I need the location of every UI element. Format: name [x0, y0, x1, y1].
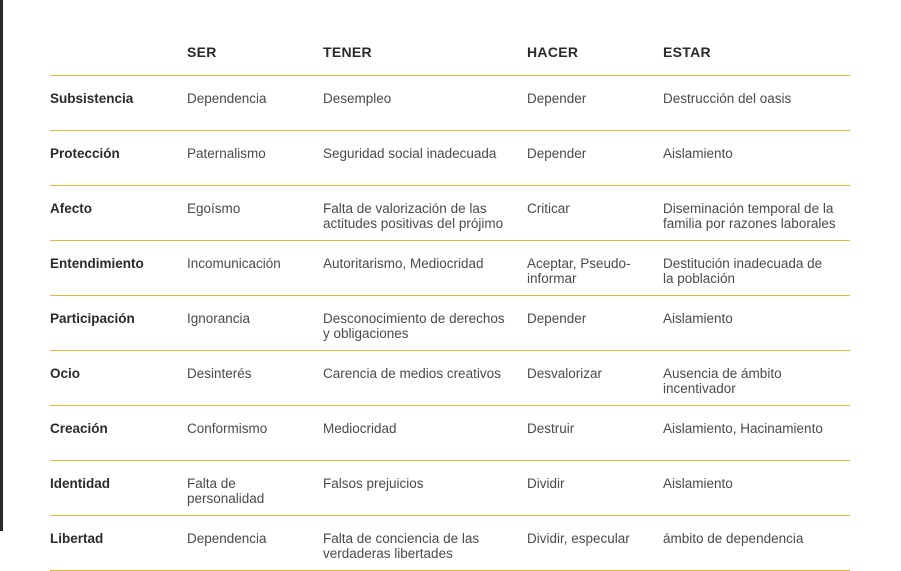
table-cell: Autoritarismo, Mediocridad	[323, 241, 527, 296]
row-label: Creación	[50, 406, 187, 461]
table-cell: ámbito de dependencia	[663, 516, 850, 571]
table-cell: Aceptar, Pseudo-informar	[527, 241, 663, 296]
table-row	[50, 296, 850, 351]
row-label: Subsistencia	[50, 76, 187, 131]
table-cell: Falta de valorización de las actitudes positivas del prójimo	[323, 186, 527, 241]
table-cell: Dividir, especular	[527, 516, 663, 571]
header-tener: TENER	[323, 36, 527, 76]
table-cell: Aislamiento	[663, 296, 850, 351]
table-cell: Criticar	[527, 186, 663, 241]
table-row	[50, 186, 850, 241]
table-cell: Aislamiento	[663, 131, 850, 186]
table-cell: Ignorancia	[187, 296, 323, 351]
row-label: Protección	[50, 131, 187, 186]
header-corner	[50, 36, 187, 76]
table-cell: Seguridad social inadecuada	[323, 131, 527, 186]
table-cell: Depender	[527, 131, 663, 186]
table-cell: Destruir	[527, 406, 663, 461]
table-cell: Carencia de medios creativos	[323, 351, 527, 406]
table-cell: Aislamiento, Hacinamiento	[663, 406, 850, 461]
table-cell: Mediocridad	[323, 406, 527, 461]
table-row	[50, 76, 850, 131]
table-cell: Falta de conciencia de las verdaderas libertades	[323, 516, 527, 571]
header-hacer: HACER	[527, 36, 663, 76]
table-row	[50, 241, 850, 296]
row-label: Entendimiento	[50, 241, 187, 296]
header-estar: ESTAR	[663, 36, 850, 76]
table-cell: Diseminación temporal de la familia por razones laborales	[663, 186, 850, 241]
needs-matrix-table	[50, 36, 850, 571]
table-cell: Desinterés	[187, 351, 323, 406]
table-row	[50, 351, 850, 406]
header-ser: SER	[187, 36, 323, 76]
table-cell: Conformismo	[187, 406, 323, 461]
header-row	[50, 36, 850, 76]
table-cell: Ausencia de ámbito incentivador	[663, 351, 850, 406]
table-cell: Incomunicación	[187, 241, 323, 296]
table-cell: Desvalorizar	[527, 351, 663, 406]
table-cell: Dividir	[527, 461, 663, 516]
table-cell: Desempleo	[323, 76, 527, 131]
row-label: Identidad	[50, 461, 187, 516]
window-edge	[0, 0, 3, 531]
table-cell: Depender	[527, 76, 663, 131]
table-cell: Destrucción del oasis	[663, 76, 850, 131]
table-cell: Aislamiento	[663, 461, 850, 516]
table-cell: Falta de personalidad	[187, 461, 323, 516]
table-cell: Dependencia	[187, 516, 323, 571]
table-body	[50, 76, 850, 571]
row-label: Participación	[50, 296, 187, 351]
table-cell: Paternalismo	[187, 131, 323, 186]
table-cell: Falsos prejuicios	[323, 461, 527, 516]
table-cell: Egoísmo	[187, 186, 323, 241]
table-row	[50, 516, 850, 571]
table-cell: Dependencia	[187, 76, 323, 131]
row-label: Libertad	[50, 516, 187, 571]
table-cell: Depender	[527, 296, 663, 351]
table-cell: Destitución inadecuada de la población	[663, 241, 850, 296]
table-row	[50, 461, 850, 516]
table-row	[50, 406, 850, 461]
table-row	[50, 131, 850, 186]
table-cell: Desconocimiento de derechos y obligaciones	[323, 296, 527, 351]
table-header	[50, 36, 850, 76]
row-label: Ocio	[50, 351, 187, 406]
row-label: Afecto	[50, 186, 187, 241]
